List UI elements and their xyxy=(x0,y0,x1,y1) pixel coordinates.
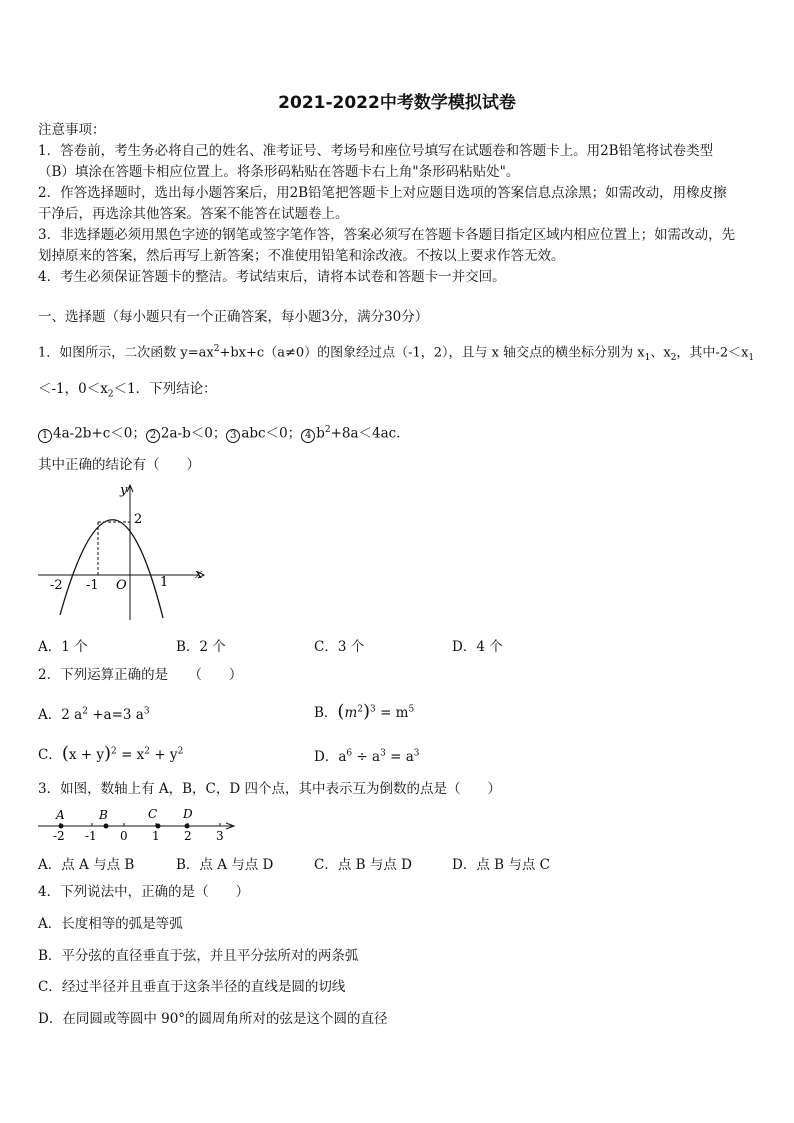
tick-label-2: 2 xyxy=(184,829,192,843)
circled-number-4: 4 xyxy=(301,429,315,443)
notice-line-5: 3．非选择题必须用黑色字迹的钢笔或签字笔作答，答案必须写在答题卡各题目指定区域内相应位置上；如需改动，先 xyxy=(38,227,736,243)
q2-option-b: B．$(m^2)^3 = m^5$ xyxy=(314,701,415,722)
tick-label-3: 3 xyxy=(216,829,224,843)
q2-option-c: C．$(x + y)^2 = x^2 + y^2$ xyxy=(38,743,184,764)
q1-conclusions: 1 4a-2b+c＜0； 2 2a-b＜0； 3 abc＜0； 4 $b^2+8a<4ac$． xyxy=(38,422,410,443)
q1-option-a: A．1 个 xyxy=(38,639,88,655)
q4-option-d: D．在同圆或等圆中 90°的圆周角所对的弦是这个圆的直径 xyxy=(38,1011,388,1027)
point-d-label: D xyxy=(183,807,193,821)
parabola-curve xyxy=(60,520,163,618)
number-line xyxy=(36,804,240,844)
notice-line-1: 1．答卷前，考生务必将自己的姓名、准考证号、考场号和座位号填写在试题卷和答题卡上。用2B铅笔将试卷类型 xyxy=(38,143,714,159)
section-heading: 一、选择题（每小题只有一个正确答案，每小题3分，满分30分） xyxy=(38,309,429,325)
q1-question: 其中正确的结论有（ ） xyxy=(38,457,200,473)
y-tick-2: 2 xyxy=(134,512,143,527)
page-title: 2021-2022中考数学模拟试卷 xyxy=(278,93,516,113)
q4-option-b: B．平分弦的直径垂直于弦，并且平分弦所对的两条弧 xyxy=(38,948,359,964)
q3-option-b: B．点 A 与点 D xyxy=(176,857,274,873)
circled-number-1: 1 xyxy=(38,429,52,443)
q2-option-d: D．$a^6 \div a^3 = a^3$ xyxy=(314,748,420,765)
parabola-graph xyxy=(36,478,208,623)
notice-line-4: 干净后，再选涂其他答案。答案不能答在试题卷上。 xyxy=(38,206,349,222)
q1-option-c: C．3 个 xyxy=(314,639,365,655)
q3-option-a: A．点 A 与点 B xyxy=(38,857,135,873)
q4-stem: 4．下列说法中，正确的是（ ） xyxy=(38,884,250,900)
notice-line-6: 划掉原来的答案，然后再写上新答案；不准使用铅笔和涂改液。不按以上要求作答无效。 xyxy=(38,248,565,264)
circled-number-3: 3 xyxy=(226,429,240,443)
x-tick-minus-2: -2 xyxy=(50,578,63,593)
point-b-label: B xyxy=(99,808,108,822)
origin-label: O xyxy=(116,578,127,593)
point-a-label: A xyxy=(56,808,65,822)
q1-option-d: D．4 个 xyxy=(452,639,503,655)
point-b-dot xyxy=(104,824,109,829)
q3-option-c: C．点 B 与点 D xyxy=(314,857,412,873)
point-d-dot xyxy=(185,824,190,829)
tick-label-1: 1 xyxy=(152,829,160,843)
q3-stem: 3．如图，数轴上有 A，B，C，D 四个点，其中表示互为倒数的点是（ ） xyxy=(38,781,501,797)
tick-label-minus-2: -2 xyxy=(53,829,65,843)
y-axis-label: y xyxy=(120,483,128,498)
tick-label-0: 0 xyxy=(120,829,128,843)
q4-option-c: C．经过半径并且垂直于这条半径的直线是圆的切线 xyxy=(38,979,346,995)
point-c-dot xyxy=(156,824,161,829)
point-a-dot xyxy=(59,824,64,829)
q1-stem-line-1: 1．如图所示，二次函数 $y=ax^2+bx+c(a\ne 0)$的图象经过点（-1，2），且与 x 轴交点的横坐标分别为 $x_1$、$x_2$，其中$-2<x_1$ xyxy=(38,344,755,363)
point-c-label: C xyxy=(148,807,158,821)
q2-stem: 2．下列运算正确的是 （ ） xyxy=(38,667,243,683)
x-tick-1: 1 xyxy=(160,575,169,590)
x-axis-label: x xyxy=(195,567,203,582)
notice-line-2: （B）填涂在答题卡相应位置上。将条形码粘贴在答题卡右上角"条形码粘贴处"。 xyxy=(38,164,520,180)
tick-label-minus-1: -1 xyxy=(85,829,97,843)
q1-stem-line-2: ＜-1，$0<x_2<1$．下列结论： xyxy=(38,381,217,400)
notice-line-7: 4．考生必须保证答题卡的整洁。考试结束后，请将本试卷和答题卡一并交回。 xyxy=(38,269,506,285)
q4-option-a: A．长度相等的弧是等弧 xyxy=(38,916,183,932)
x-tick-minus-1: -1 xyxy=(86,578,99,593)
q3-option-d: D．点 B 与点 C xyxy=(452,857,550,873)
circled-number-2: 2 xyxy=(146,429,160,443)
q1-option-b: B．2 个 xyxy=(176,639,226,655)
q2-option-a: A．2 $a^2 +a=3$ $a^3$ xyxy=(38,706,150,723)
notice-heading: 注意事项： xyxy=(38,122,106,138)
notice-line-3: 2．作答选择题时，选出每小题答案后，用2B铅笔把答题卡上对应题目选项的答案信息点涂黑；如需改动，用橡皮擦 xyxy=(38,185,727,201)
